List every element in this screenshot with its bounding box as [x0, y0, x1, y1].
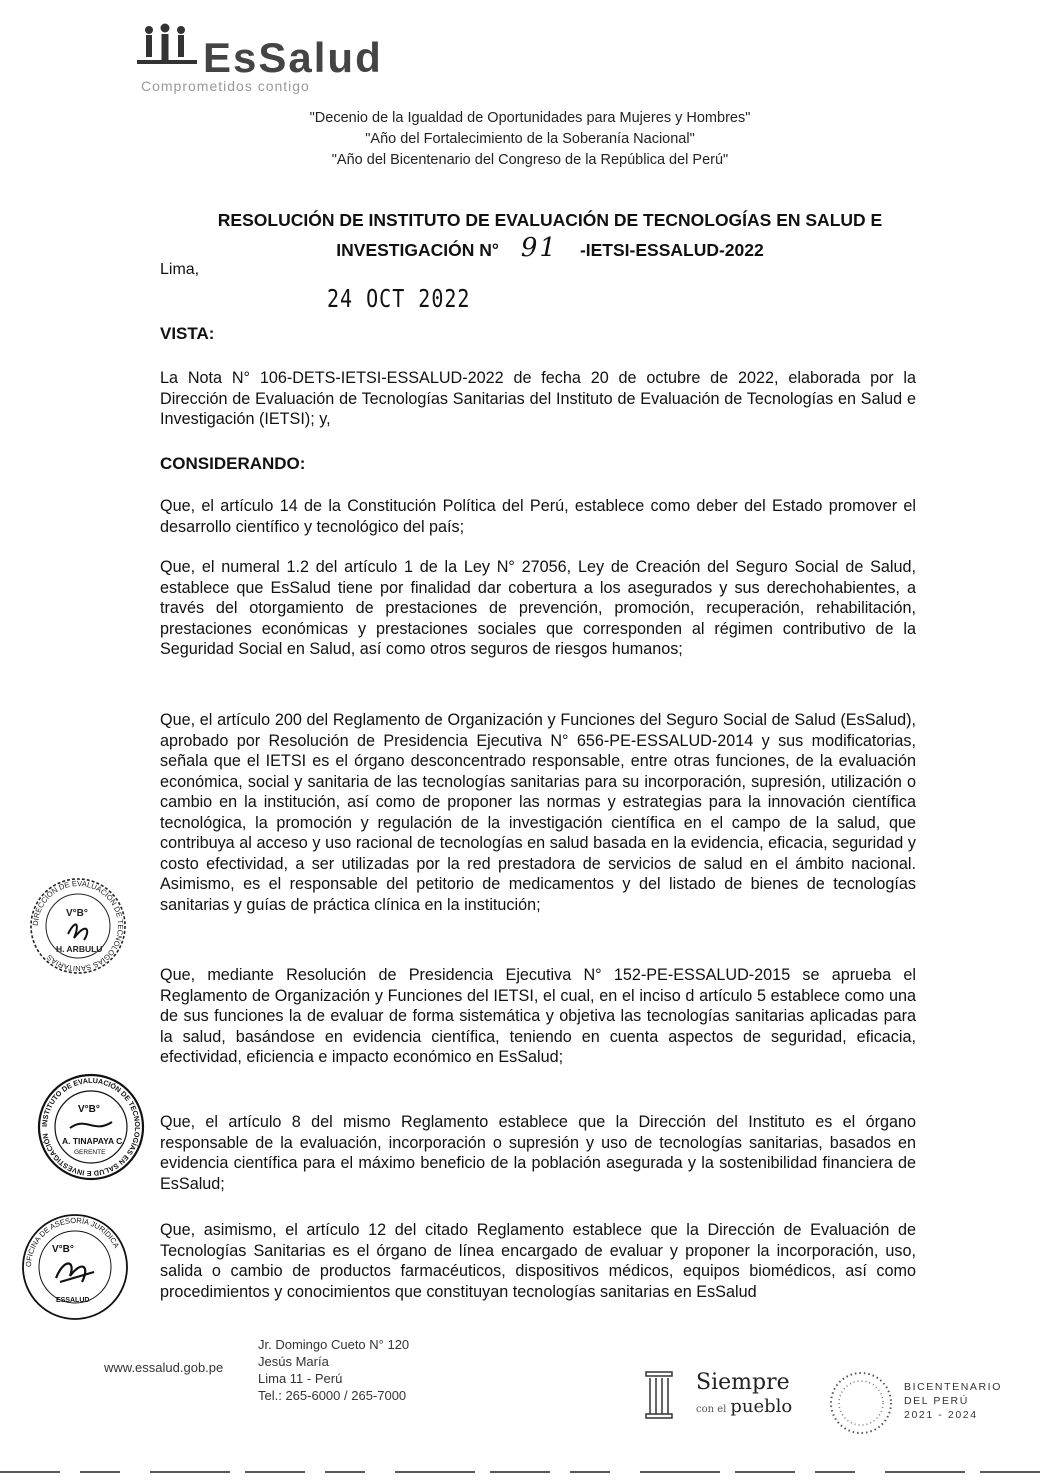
seal-ring-icon [36, 1072, 146, 1182]
resolution-title-line2 [120, 234, 980, 264]
considerando-paragraph-3: Que, el artículo 200 del Reglamento de Organización y Funciones del Seguro Social de Salud (EsSalud), aprobado por Resolución de Presidencia Ejecutiva N° 656-PE-ESSALUD-2014 y sus modificatorias, señala que el IETSI es el órgano desconcentrado responsable, entre otras funciones, de la evaluación económica, social y sanitaria de las tecnologías sanitarias para su incorporación, supresión, utilización o cambio en la institución, así como de proponer las normas y estrategias para la innovación científica tecnológica, la promoción y regulación de la investigación científica en el campo de la salud, que contribuya al acceso y uso racional de tecnologías en salud basada en la evidencia, eficacia, seguridad y costo efectividad, a ser utilizadas por la red prestadora de servicios de salud en el ámbito nacional. Asimismo, es el responsable del petitorio de medicamentos y del listado de bienes de tecnologías sanitarias y guías de práctica clínica en la institución; [160, 711, 916, 914]
seal-ring-text: INSTITUTO DE EVALUACIÓN DE TECNOLOGÍAS EN SALUD E INVESTIGACIÓN [39, 1075, 143, 1179]
vista-paragraph: La Nota N° 106-DETS-IETSI-ESSALUD-2022 de fecha 20 de octubre de 2022, elaborada por la Dirección de Evaluación de Tecnologías Sanitarias del Instituto de Evaluación de Tecnologías en Salud e Investigación (IETSI); y, [160, 369, 916, 428]
seal-ring-icon [28, 876, 128, 976]
considerando-paragraph-4: Que, mediante Resolución de Presidencia Ejecutiva N° 152-PE-ESSALUD-2015 se aprueba el Reglamento de Organización y Funciones del IETSI, el cual, en el inciso d artículo 5 establece como una de sus funciones la de evaluar de forma sistemática y objetiva las tecnologías sanitarias aplicadas para la salud, basándose en evidencia científica, teniendo en cuenta aspectos de seguridad, eficacia, efectividad, eficiencia e impacto económico en EsSalud; [160, 966, 916, 1066]
seal-ring-text: DIRECCIÓN DE EVALUACIÓN DE TECNOLOGÍAS SANITARIAS [30, 878, 126, 974]
bicentenario-logo [826, 1368, 1016, 1438]
resolution-title [120, 206, 980, 264]
siempre-text: Siempre [696, 1370, 790, 1395]
seal-ring-icon [20, 1212, 130, 1322]
bicentenario-text: BICENTENARIO DEL PERÚ 2021 - 2024 [904, 1381, 1002, 1421]
footer-address-line: Jr. Domingo Cueto N° 120 [258, 1337, 410, 1352]
considerando-paragraph-2: Que, el numeral 1.2 del artículo 1 de la Ley N° 27056, Ley de Creación del Seguro Social de Salud, establece que EsSalud tiene por finalidad dar cobertura a los asegurados y sus derechohabientes, a través del otorgamiento de prestaciones de prevención, promoción, recuperación, rehabilitación, prestaciones económicas y prestaciones sociales que corresponden al régimen contributivo de la Seguridad Social en Salud, así como otros seguros de riesgos humanos; [160, 558, 916, 658]
considerando-heading: CONSIDERANDO: [160, 454, 306, 473]
bottom-rule [0, 1471, 1052, 1473]
footer-phone: Tel.: 265-6000 / 265-7000 [258, 1388, 407, 1403]
seal-name: H. ARBULU [56, 944, 103, 954]
resolution-title-prefix: INVESTIGACIÓN N° [336, 240, 499, 260]
logo-wordmark: EsSalud [203, 34, 383, 81]
column-emblem-icon [640, 1370, 680, 1420]
year-line-bicentenario: "Año del Bicentenario del Congreso de la República del Perú" [331, 152, 729, 168]
bicentenario-emblem-icon [826, 1368, 896, 1438]
logo-subtitle: Comprometidos contigo [141, 78, 310, 94]
footer-address [258, 1336, 409, 1404]
essalud-logo [135, 22, 383, 102]
essalud-figures-icon [135, 22, 205, 70]
siempre-con-el-pueblo-logo [640, 1370, 800, 1420]
resolution-number: 91 [520, 233, 558, 263]
seal-vb: V°B° [78, 1104, 100, 1115]
seal-dets [28, 876, 128, 976]
year-denominations [200, 108, 860, 171]
resolution-title-suffix: -IETSI-ESSALUD-2022 [579, 240, 764, 260]
seal-vb: V°B° [52, 1244, 74, 1255]
footer-address-line: Lima 11 - Perú [258, 1371, 343, 1386]
place: Lima, [160, 261, 200, 278]
resolution-title-line1: RESOLUCIÓN DE INSTITUTO DE EVALUACIÓN DE TECNOLOGÍAS EN SALUD E [217, 210, 883, 230]
seal-vb: V°B° [66, 908, 88, 919]
seal-legal [20, 1212, 130, 1322]
year-line-ano: "Año del Fortalecimiento de la Soberanía Nacional" [365, 131, 695, 147]
date-stamp: 24 OCT 2022 [327, 283, 471, 313]
vista-heading: VISTA: [160, 324, 215, 343]
year-line-decenio: "Decenio de la Igualdad de Oportunidades para Mujeres y Hombres" [309, 110, 751, 126]
seal-name: ESSALUD [56, 1297, 90, 1304]
pueblo-text: con el pueblo [696, 1396, 793, 1417]
seal-role: GERENTE [74, 1149, 106, 1156]
seal-name: A. TINAPAYA C. [62, 1136, 125, 1146]
considerando-paragraph-5: Que, el artículo 8 del mismo Reglamento establece que la Dirección del Instituto es el órgano responsable de la evaluación, incorporación o supresión y uso de tecnologías sanitarias, basados en evidencia científica para el máximo beneficio de la población asegurada y la sostenibilidad financiera de EsSalud; [160, 1113, 916, 1193]
seal-ietsi [36, 1072, 146, 1182]
svg-text:OFICINA DE ASESORÍA JURÍDICA [24, 1216, 121, 1267]
considerando-paragraph-6: Que, asimismo, el artículo 12 del citado Reglamento establece que la Dirección de Evaluación de Tecnologías Sanitarias es el órgano de línea encargado de evaluar y proponer la incorporación, uso, salida o cambio de productos farmacéuticos, dispositivos médicos, equipos biomédicos, así como procedimientos y conocimientos que constituyan tecnologías sanitarias en EsSalud [160, 1221, 916, 1301]
footer-website[interactable]: www.essalud.gob.pe [104, 1360, 224, 1375]
seal-ring-text: OFICINA DE ASESORÍA JURÍDICA [23, 1215, 122, 1268]
considerando-paragraph-1: Que, el artículo 14 de la Constitución Política del Perú, establece como deber del Estado promover el desarrollo científico y tecnológico del país; [160, 497, 916, 536]
footer-address-line: Jesús María [258, 1354, 329, 1369]
